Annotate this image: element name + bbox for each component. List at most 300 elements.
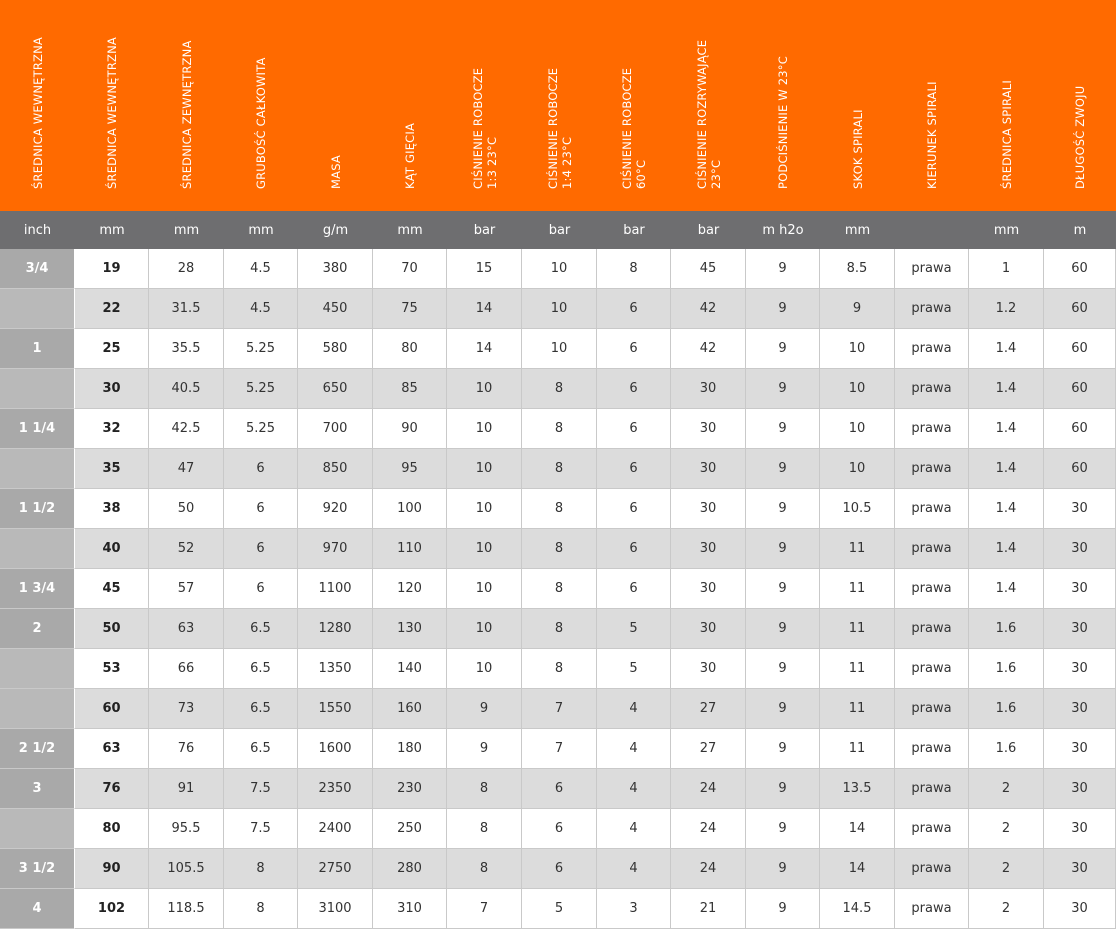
table-cell: prawa — [895, 769, 969, 809]
table-cell: 5 — [597, 609, 671, 649]
inch-size-cell — [0, 449, 75, 489]
table-cell: 1600 — [298, 729, 373, 769]
column-header-line: CIŚNIENIE ROBOCZE — [620, 67, 634, 189]
unit-cell: mm — [373, 211, 447, 249]
table-cell: 1280 — [298, 609, 373, 649]
table-cell: prawa — [895, 649, 969, 689]
column-header-line: 1:4 23°C — [559, 136, 574, 189]
table-cell: prawa — [895, 489, 969, 529]
unit-cell: bar — [597, 211, 671, 249]
table-cell: 76 — [75, 769, 149, 809]
table-cell: 1.4 — [969, 409, 1044, 449]
column-header-line: GRUBOŚĆ CAŁKOWITA — [254, 57, 268, 189]
table-cell: 9 — [447, 729, 522, 769]
column-header-line: ŚREDNICA SPIRALI — [999, 80, 1014, 189]
column-header-label — [403, 123, 417, 189]
table-cell: 38 — [75, 489, 149, 529]
column-header-label — [695, 40, 723, 189]
column-header — [0, 0, 75, 211]
inch-size-cell — [0, 689, 75, 729]
table-cell: 52 — [149, 529, 224, 569]
table-cell: 6 — [597, 529, 671, 569]
unit-cell: mm — [75, 211, 149, 249]
table-cell: 35 — [75, 449, 149, 489]
table-cell: 32 — [75, 409, 149, 449]
table-cell: 8 — [224, 849, 298, 889]
column-header-label — [1073, 86, 1087, 189]
table-cell: 30 — [1044, 569, 1116, 609]
table-cell: 50 — [149, 489, 224, 529]
table-cell: 6 — [224, 489, 298, 529]
table-cell: 970 — [298, 529, 373, 569]
column-header — [895, 0, 969, 211]
table-cell: 11 — [820, 649, 895, 689]
table-cell: 4.5 — [224, 289, 298, 329]
table-cell: 9 — [746, 529, 820, 569]
table-cell: 60 — [1044, 369, 1116, 409]
table-cell: 10 — [820, 409, 895, 449]
table-cell: 6.5 — [224, 729, 298, 769]
unit-cell: g/m — [298, 211, 373, 249]
column-header-label — [620, 68, 648, 189]
table-cell: prawa — [895, 689, 969, 729]
column-header-label — [254, 57, 268, 189]
inch-size-cell — [0, 649, 75, 689]
table-cell: prawa — [895, 249, 969, 289]
table-cell: 63 — [75, 729, 149, 769]
table-cell: 1 — [969, 249, 1044, 289]
column-header-line: MASA — [328, 155, 343, 189]
table-cell: 160 — [373, 689, 447, 729]
table-cell: prawa — [895, 569, 969, 609]
table-cell: 10 — [447, 489, 522, 529]
table-cell: 30 — [671, 649, 746, 689]
table-cell: 14.5 — [820, 889, 895, 929]
inch-size-cell: 3 — [0, 769, 75, 809]
table-cell: 9 — [746, 449, 820, 489]
table-cell: 95.5 — [149, 809, 224, 849]
inch-size-cell: 2 1/2 — [0, 729, 75, 769]
table-cell: 10 — [522, 329, 597, 369]
table-cell: 8 — [522, 369, 597, 409]
table-cell: 6.5 — [224, 609, 298, 649]
inch-size-cell: 1 1/4 — [0, 409, 75, 449]
table-cell: 9 — [746, 369, 820, 409]
table-cell: 5 — [522, 889, 597, 929]
table-cell: 24 — [671, 809, 746, 849]
table-cell: 31.5 — [149, 289, 224, 329]
table-cell: 30 — [1044, 889, 1116, 929]
table-cell: 27 — [671, 729, 746, 769]
table-cell: 4 — [597, 769, 671, 809]
table-cell: 1.6 — [969, 689, 1044, 729]
table-cell: 10 — [447, 529, 522, 569]
table-cell: 2 — [969, 889, 1044, 929]
column-header — [75, 0, 149, 211]
column-header — [969, 0, 1044, 211]
table-cell: prawa — [895, 849, 969, 889]
table-cell: 580 — [298, 329, 373, 369]
table-cell: 110 — [373, 529, 447, 569]
column-header — [447, 0, 522, 211]
table-cell: 9 — [746, 569, 820, 609]
table-cell: 70 — [373, 249, 447, 289]
table-cell: 6 — [224, 569, 298, 609]
table-cell: 9 — [746, 849, 820, 889]
table-cell: 30 — [1044, 529, 1116, 569]
table-cell: 1.6 — [969, 609, 1044, 649]
column-header — [746, 0, 820, 211]
table-cell: prawa — [895, 609, 969, 649]
table-cell: 11 — [820, 609, 895, 649]
table-cell: 250 — [373, 809, 447, 849]
table-cell: 28 — [149, 249, 224, 289]
table-cell: 53 — [75, 649, 149, 689]
table-cell: 42.5 — [149, 409, 224, 449]
inch-size-cell: 1 1/2 — [0, 489, 75, 529]
column-header-label — [471, 68, 499, 189]
table-cell: 11 — [820, 729, 895, 769]
table-cell: 9 — [746, 649, 820, 689]
inch-size-cell: 4 — [0, 889, 75, 929]
table-cell: 60 — [1044, 289, 1116, 329]
table-cell: 80 — [75, 809, 149, 849]
column-header-line: DŁUGOŚĆ ZWOJU — [1073, 85, 1087, 189]
table-cell: 30 — [1044, 729, 1116, 769]
table-cell: 180 — [373, 729, 447, 769]
unit-cell — [895, 211, 969, 249]
table-cell: 9 — [746, 249, 820, 289]
table-cell: prawa — [895, 809, 969, 849]
column-header-label — [851, 109, 865, 189]
table-cell: 14 — [447, 329, 522, 369]
table-cell: 9 — [447, 689, 522, 729]
table-cell: 5.25 — [224, 369, 298, 409]
table-cell: 9 — [746, 489, 820, 529]
table-cell: 11 — [820, 529, 895, 569]
table-cell: prawa — [895, 529, 969, 569]
table-cell: 10 — [447, 649, 522, 689]
table-cell: 7.5 — [224, 769, 298, 809]
column-header-label — [105, 37, 119, 189]
table-cell: 10.5 — [820, 489, 895, 529]
table-cell: 30 — [1044, 769, 1116, 809]
unit-cell: bar — [671, 211, 746, 249]
table-cell: 118.5 — [149, 889, 224, 929]
unit-cell: bar — [522, 211, 597, 249]
table-cell: 2 — [969, 769, 1044, 809]
table-cell: 1550 — [298, 689, 373, 729]
table-cell: prawa — [895, 289, 969, 329]
table-cell: 6 — [597, 449, 671, 489]
column-header-label — [546, 68, 574, 189]
table-cell: 30 — [1044, 849, 1116, 889]
table-cell: 140 — [373, 649, 447, 689]
inch-size-cell — [0, 809, 75, 849]
table-cell: 8 — [447, 769, 522, 809]
column-header — [298, 0, 373, 211]
table-cell: 10 — [447, 609, 522, 649]
table-cell: 10 — [522, 289, 597, 329]
table-cell: 30 — [1044, 689, 1116, 729]
column-header-line: 1:3 23°C — [484, 136, 499, 189]
table-cell: 30 — [1044, 809, 1116, 849]
table-cell: 2350 — [298, 769, 373, 809]
table-cell: prawa — [895, 729, 969, 769]
table-cell: 7.5 — [224, 809, 298, 849]
column-header — [1044, 0, 1116, 211]
table-cell: 9 — [746, 289, 820, 329]
table-cell: 7 — [522, 689, 597, 729]
table-cell: 2750 — [298, 849, 373, 889]
table-cell: 1.4 — [969, 449, 1044, 489]
column-header-line: ŚREDNICA WEWNĘTRZNA — [105, 37, 119, 189]
table-cell: 6 — [597, 409, 671, 449]
table-cell: 30 — [671, 449, 746, 489]
table-cell: 14 — [820, 809, 895, 849]
inch-size-cell: 1 — [0, 329, 75, 369]
inch-size-cell — [0, 369, 75, 409]
table-cell: 75 — [373, 289, 447, 329]
unit-cell: inch — [0, 211, 75, 249]
table-cell: prawa — [895, 329, 969, 369]
table-cell: prawa — [895, 409, 969, 449]
table-cell: 920 — [298, 489, 373, 529]
table-cell: 30 — [671, 369, 746, 409]
table-cell: 30 — [1044, 649, 1116, 689]
table-cell: 10 — [820, 369, 895, 409]
table-cell: 8 — [522, 569, 597, 609]
table-cell: 10 — [447, 409, 522, 449]
column-header-line: SKOK SPIRALI — [850, 109, 865, 189]
table-cell: 6 — [224, 449, 298, 489]
table-cell: 63 — [149, 609, 224, 649]
table-cell: 66 — [149, 649, 224, 689]
table-cell: 10 — [447, 449, 522, 489]
table-cell: 4 — [597, 729, 671, 769]
inch-size-cell: 2 — [0, 609, 75, 649]
table-cell: 9 — [746, 409, 820, 449]
table-cell: 25 — [75, 329, 149, 369]
column-header — [373, 0, 447, 211]
table-cell: 1.4 — [969, 489, 1044, 529]
column-header-label — [180, 40, 194, 189]
table-cell: 280 — [373, 849, 447, 889]
table-cell: 22 — [75, 289, 149, 329]
table-cell: 6.5 — [224, 649, 298, 689]
table-cell: 6.5 — [224, 689, 298, 729]
unit-cell: mm — [820, 211, 895, 249]
table-cell: 4 — [597, 689, 671, 729]
inch-size-cell: 1 3/4 — [0, 569, 75, 609]
column-header-line: 60°C — [634, 159, 648, 189]
table-cell: 1350 — [298, 649, 373, 689]
table-cell: 1.4 — [969, 569, 1044, 609]
table-cell: 90 — [373, 409, 447, 449]
column-header-label — [31, 37, 45, 189]
table-cell: 21 — [671, 889, 746, 929]
column-header-label — [1000, 80, 1014, 189]
table-cell: 60 — [75, 689, 149, 729]
column-header-line: KĄT GIĘCIA — [403, 122, 417, 189]
table-cell: 30 — [671, 409, 746, 449]
table-cell: 8 — [522, 449, 597, 489]
unit-cell: m — [1044, 211, 1116, 249]
table-cell: 9 — [820, 289, 895, 329]
table-cell: 9 — [746, 769, 820, 809]
unit-cell: mm — [969, 211, 1044, 249]
table-cell: 9 — [746, 729, 820, 769]
table-cell: 42 — [671, 329, 746, 369]
table-cell: 40.5 — [149, 369, 224, 409]
table-cell: 15 — [447, 249, 522, 289]
column-header — [671, 0, 746, 211]
table-cell: 10 — [820, 329, 895, 369]
table-cell: 60 — [1044, 329, 1116, 369]
table-cell: prawa — [895, 449, 969, 489]
column-header-line: ŚREDNICA ZEWNĘTRZNA — [179, 40, 194, 189]
table-cell: 6 — [224, 529, 298, 569]
table-cell: 1.4 — [969, 369, 1044, 409]
table-cell: 45 — [671, 249, 746, 289]
table-cell: 850 — [298, 449, 373, 489]
inch-size-cell: 3 1/2 — [0, 849, 75, 889]
table-cell: 30 — [671, 569, 746, 609]
table-cell: 5.25 — [224, 409, 298, 449]
column-header-line: PODCIŚNIENIE W 23°C — [776, 56, 790, 189]
table-cell: 35.5 — [149, 329, 224, 369]
table-cell: prawa — [895, 369, 969, 409]
table-cell: 42 — [671, 289, 746, 329]
table-cell: 8 — [522, 609, 597, 649]
table-cell: 30 — [671, 529, 746, 569]
table-cell: 30 — [671, 489, 746, 529]
column-header-label — [329, 155, 343, 189]
table-cell: 8 — [447, 849, 522, 889]
inch-size-cell — [0, 289, 75, 329]
table-cell: 7 — [447, 889, 522, 929]
table-cell: 8 — [522, 649, 597, 689]
table-cell: 1.6 — [969, 649, 1044, 689]
table-cell: 10 — [820, 449, 895, 489]
table-cell: 310 — [373, 889, 447, 929]
table-cell: 10 — [447, 369, 522, 409]
table-cell: 60 — [1044, 449, 1116, 489]
table-cell: 8 — [224, 889, 298, 929]
table-cell: 102 — [75, 889, 149, 929]
table-cell: 4 — [597, 809, 671, 849]
table-cell: 9 — [746, 609, 820, 649]
table-cell: 7 — [522, 729, 597, 769]
table-cell: 8 — [597, 249, 671, 289]
table-cell: 700 — [298, 409, 373, 449]
table-cell: 24 — [671, 769, 746, 809]
unit-cell: mm — [224, 211, 298, 249]
table-cell: 85 — [373, 369, 447, 409]
table-cell: 9 — [746, 329, 820, 369]
table-cell: 450 — [298, 289, 373, 329]
table-cell: 1.6 — [969, 729, 1044, 769]
table-cell: prawa — [895, 889, 969, 929]
table-cell: 30 — [75, 369, 149, 409]
table-cell: 30 — [1044, 489, 1116, 529]
table-cell: 1.2 — [969, 289, 1044, 329]
column-header-line: 23°C — [708, 159, 723, 189]
table-cell: 1.4 — [969, 329, 1044, 369]
table-cell: 380 — [298, 249, 373, 289]
table-cell: 650 — [298, 369, 373, 409]
table-cell: 91 — [149, 769, 224, 809]
table-cell: 6 — [597, 329, 671, 369]
table-cell: 8 — [522, 529, 597, 569]
unit-cell: bar — [447, 211, 522, 249]
table-cell: 5 — [597, 649, 671, 689]
column-header — [820, 0, 895, 211]
table-cell: 80 — [373, 329, 447, 369]
table-cell: 3100 — [298, 889, 373, 929]
table-cell: 10 — [447, 569, 522, 609]
table-cell: 3 — [597, 889, 671, 929]
table-cell: 47 — [149, 449, 224, 489]
column-header-line: CIŚNIENIE ROBOCZE — [470, 67, 485, 189]
column-header — [149, 0, 224, 211]
table-cell: 50 — [75, 609, 149, 649]
table-cell: 30 — [1044, 609, 1116, 649]
table-cell: 60 — [1044, 409, 1116, 449]
table-cell: 8 — [522, 409, 597, 449]
table-cell: 100 — [373, 489, 447, 529]
table-cell: 30 — [671, 609, 746, 649]
column-header-line: CIŚNIENIE ROBOCZE — [545, 67, 560, 189]
column-header-line: KIERUNEK SPIRALI — [925, 81, 939, 189]
table-cell: 19 — [75, 249, 149, 289]
inch-size-cell: 3/4 — [0, 249, 75, 289]
table-cell: 4.5 — [224, 249, 298, 289]
unit-cell: m h2o — [746, 211, 820, 249]
table-cell: 6 — [522, 809, 597, 849]
table-cell: 45 — [75, 569, 149, 609]
table-cell: 120 — [373, 569, 447, 609]
table-cell: 6 — [597, 489, 671, 529]
table-cell: 2 — [969, 849, 1044, 889]
table-cell: 57 — [149, 569, 224, 609]
column-header — [522, 0, 597, 211]
table-cell: 6 — [597, 289, 671, 329]
table-cell: 27 — [671, 689, 746, 729]
inch-size-cell — [0, 529, 75, 569]
table-cell: 73 — [149, 689, 224, 729]
table-cell: 5.25 — [224, 329, 298, 369]
column-header-line: ŚREDNICA WEWNĘTRZNA — [30, 37, 45, 189]
table-cell: 6 — [597, 569, 671, 609]
table-cell: 105.5 — [149, 849, 224, 889]
table-cell: 1100 — [298, 569, 373, 609]
table-cell: 6 — [522, 849, 597, 889]
table-cell: 60 — [1044, 249, 1116, 289]
table-cell: 4 — [597, 849, 671, 889]
table-cell: 130 — [373, 609, 447, 649]
table-cell: 11 — [820, 689, 895, 729]
table-cell: 76 — [149, 729, 224, 769]
table-cell: 24 — [671, 849, 746, 889]
table-cell: 10 — [522, 249, 597, 289]
column-header — [597, 0, 671, 211]
column-header-label — [776, 56, 790, 189]
unit-cell: mm — [149, 211, 224, 249]
table-cell: 14 — [447, 289, 522, 329]
table-cell: 8 — [522, 489, 597, 529]
table-cell: 40 — [75, 529, 149, 569]
